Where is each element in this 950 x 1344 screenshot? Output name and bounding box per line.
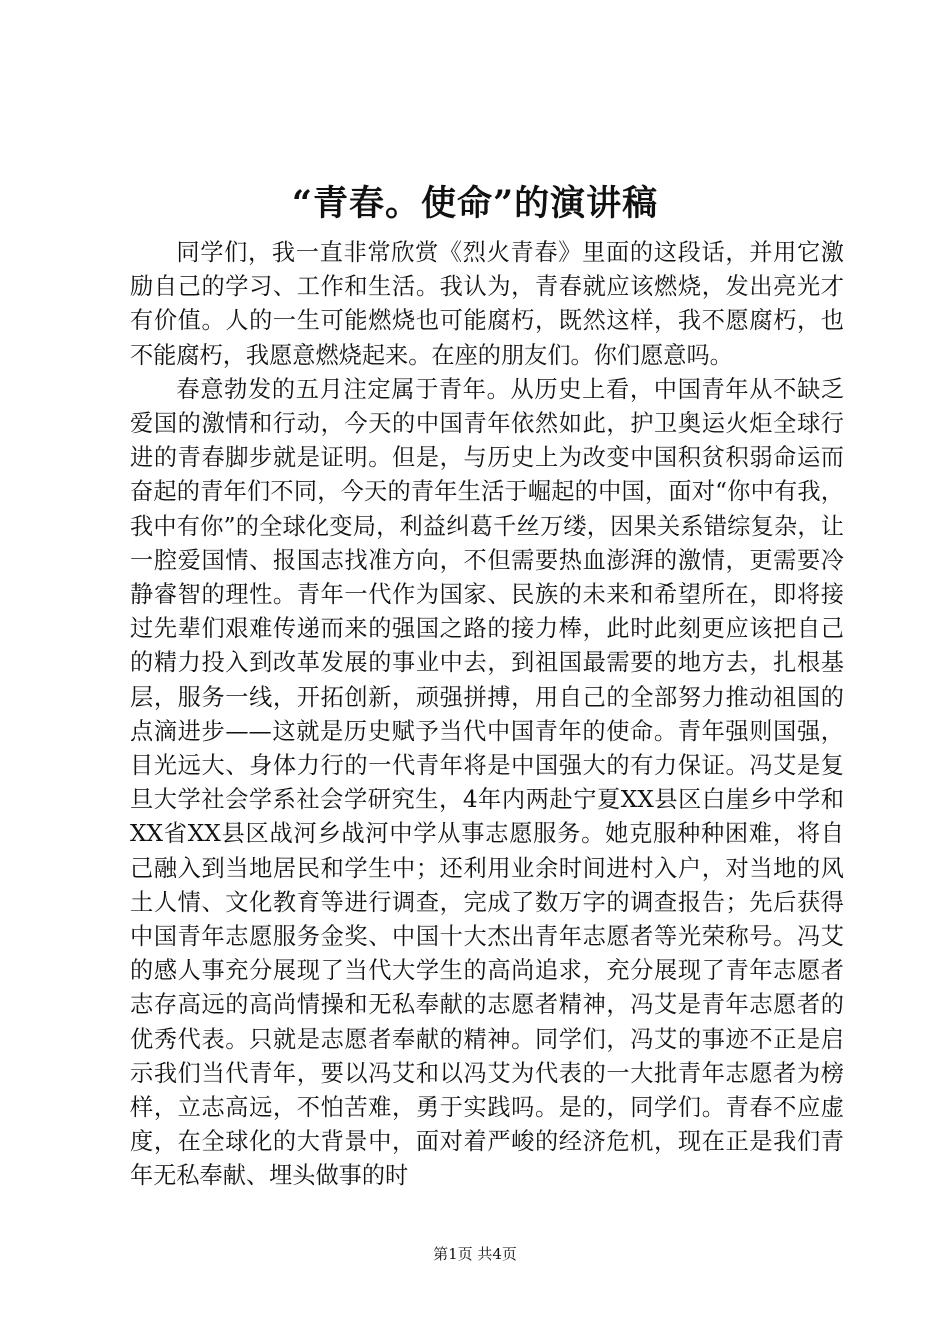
document-body (130, 236, 844, 1194)
paragraph-2: 春意勃发的五月注定属于青年。从历史上看，中国青年从不缺乏爱国的激情和行动，今天的中国青年依然如此，护卫奥运火炬全球行进的青春脚步就是证明。但是，与历史上为改变中国积贫积弱命运而奋起的青年们不同，今天的青年生活于崛起的中国，面对“你中有我，我中有你”的全球化变局，利益纠葛千丝万缕，因果关系错综复杂，让一腔爱国情、报国志找准方向，不但需要热血澎湃的激情，更需要冷静睿智的理性。青年一代作为国家、民族的未来和希望所在，即将接过先辈们艰难传递而来的强国之路的接力棒，此时此刻更应该把自己的精力投入到改革发展的事业中去，到祖国最需要的地方去，扎根基层，服务一线，开拓创新，顽强拼搏，用自己的全部努力推动祖国的点滴进步——这就是历史赋予当代中国青年的使命。青年强则国强，目光远大、身体力行的一代青年将是中国强大的有力保证。冯艾是复旦大学社会学系社会学研究生，4年内两赴宁夏XX县区白崖乡中学和XX省XX县区战河乡战河中学从事志愿服务。她克服种种困难，将自己融入到当地居民和学生中；还利用业余时间进村入户，对当地的风土人情、文化教育等进行调查，完成了数万字的调查报告；先后获得中国青年志愿服务金奖、中国十大杰出青年志愿者等光荣称号。冯艾的感人事充分展现了当代大学生的高尚追求，充分展现了青年志愿者志存高远的高尚情操和无私奉献的志愿者精神，冯艾是青年志愿者的优秀代表。只就是志愿者奉献的精神。同学们，冯艾的事迹不正是启示我们当代青年，要以冯艾和以冯艾为代表的一大批青年志愿者为榜样，立志高远，不怕苦难，勇于实践吗。是的，同学们。青春不应虚度，在全球化的大背景中，面对着严峻的经济危机，现在正是我们青年无私奉献、埋头做事的时 (130, 375, 844, 1190)
document-title: “青春。使命”的演讲稿 (291, 183, 659, 224)
paragraph-1: 同学们，我一直非常欣赏《烈火青春》里面的这段话，并用它激励自己的学习、工作和生活。我认为，青春就应该燃烧，发出亮光才有价值。人的一生可能燃烧也可能腐朽，既然这样，我不愿腐朽，也不能腐朽，我愿意燃烧起来。在座的朋友们。你们愿意吗。 (130, 239, 844, 369)
page-footer: 第1页 共4页 (433, 1245, 517, 1263)
